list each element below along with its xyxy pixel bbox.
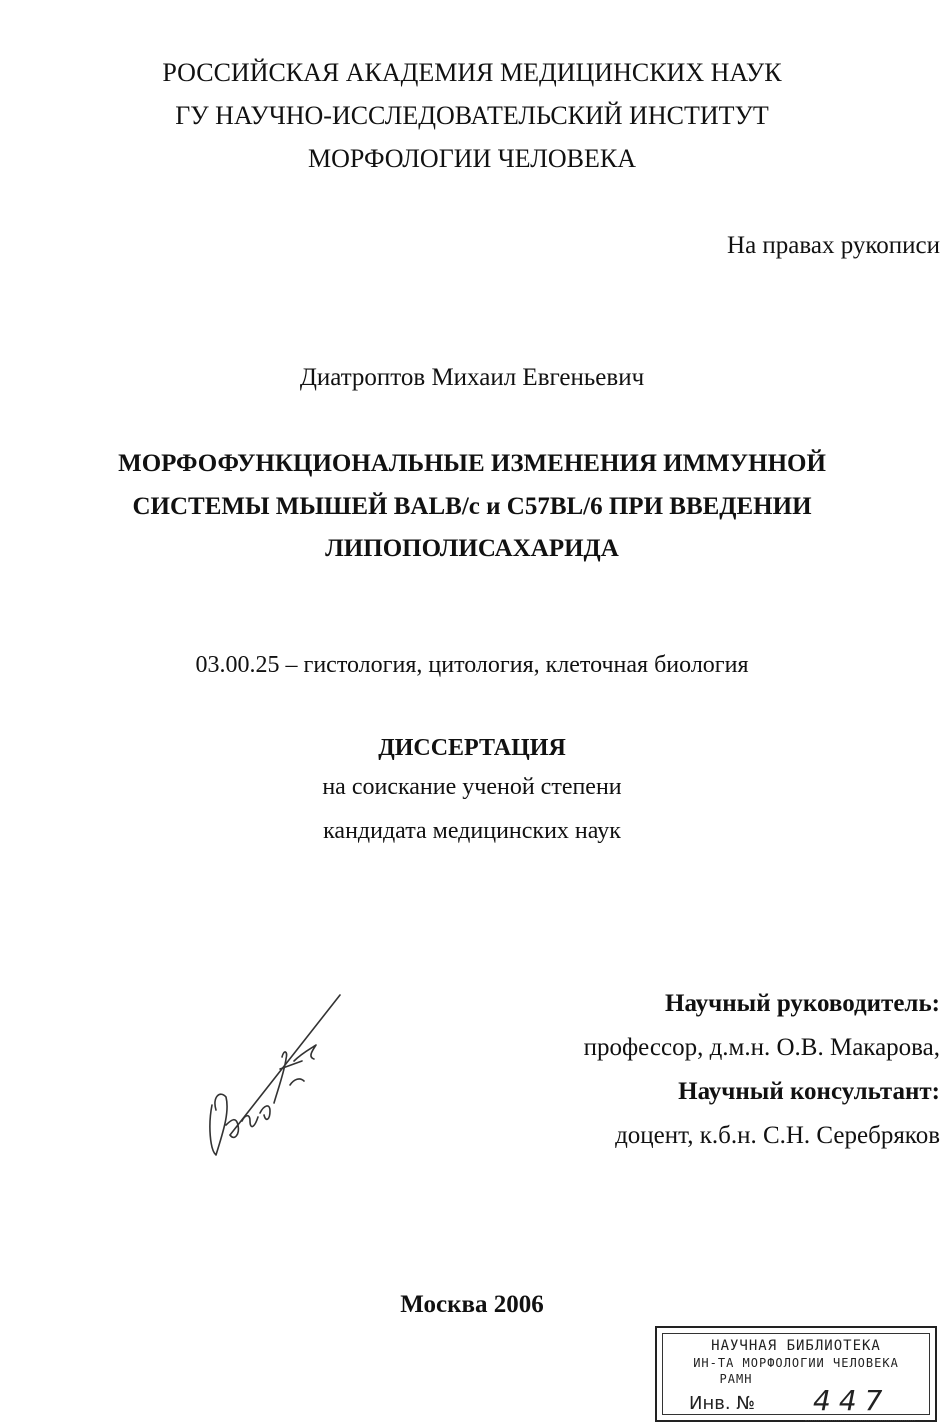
library-stamp (655, 1326, 937, 1422)
supervisor-label: Научный руководитель: (665, 990, 940, 1017)
rights-note: На правах рукописи (727, 232, 940, 259)
stamp-line-2: ИН-ТА МОРФОЛОГИИ ЧЕЛОВЕКА (693, 1356, 899, 1370)
stamp-number-underline (805, 1420, 915, 1421)
handwritten-signature (190, 985, 360, 1170)
supervisor-name: профессор, д.м.н. О.В. Макарова, (583, 1034, 940, 1061)
dissertation-title-line-3: ЛИПОПОЛИСАХАРИДА (325, 535, 619, 562)
institution-line-1: РОССИЙСКАЯ АКАДЕМИЯ МЕДИЦИНСКИХ НАУК (162, 58, 782, 87)
document-type-label: ДИССЕРТАЦИЯ (378, 735, 566, 761)
city-and-year: Москва 2006 (400, 1291, 544, 1318)
degree-line-1: на соискание ученой степени (322, 774, 622, 800)
specialty-code: 03.00.25 – гистология, цитология, клеточная биология (195, 652, 749, 678)
stamp-line-1: НАУЧНАЯ БИБЛИОТЕКА (711, 1338, 881, 1354)
author-name: Диатроптов Михаил Евгеньевич (299, 364, 645, 391)
degree-line-2: кандидата медицинских наук (323, 818, 621, 844)
consultant-name: доцент, к.б.н. С.Н. Серебряков (615, 1122, 940, 1149)
stamp-inventory-number: 447 (813, 1384, 891, 1417)
dissertation-title-line-1: МОРФОФУНКЦИОНАЛЬНЫЕ ИЗМЕНЕНИЯ ИММУННОЙ (118, 450, 826, 477)
institution-line-3: МОРФОЛОГИИ ЧЕЛОВЕКА (308, 144, 636, 173)
stamp-inventory-label: Инв. № (689, 1393, 756, 1414)
stamp-line-3: РАМН (719, 1372, 753, 1386)
stamp-inner-border (662, 1333, 930, 1415)
consultant-label: Научный консультант: (678, 1078, 940, 1105)
institution-line-2: ГУ НАУЧНО-ИССЛЕДОВАТЕЛЬСКИЙ ИНСТИТУТ (175, 101, 769, 130)
dissertation-title-line-2: СИСТЕМЫ МЫШЕЙ BALB/c и C57BL/6 ПРИ ВВЕДЕНИИ (132, 493, 812, 520)
